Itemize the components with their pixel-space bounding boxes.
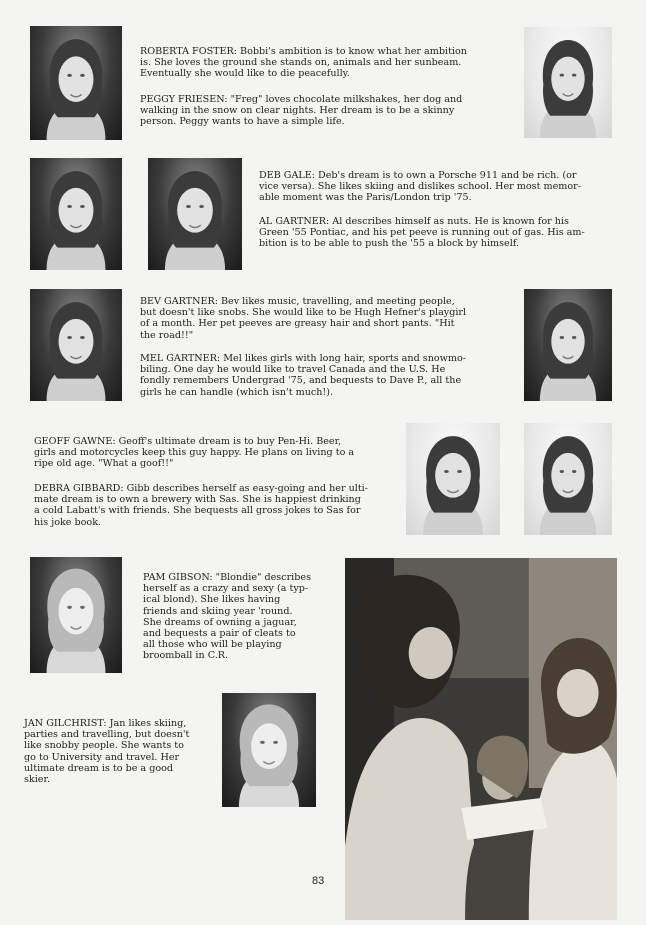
portrait-mel-gartner	[524, 289, 612, 401]
portrait-jan-gilchrist	[222, 693, 316, 807]
portrait-deb-gale	[30, 158, 122, 270]
portrait-roberta-foster	[30, 26, 122, 140]
portrait-geoff-gawne	[406, 423, 500, 535]
portrait-al-gartner	[148, 158, 242, 270]
bio-pam-gibson: PAM GIBSON: "Blondie" describes herself as a crazy and sexy (a typ- ical blond). She likes having friends and skiing year 'round. She dreams of owning a jaguar, and bequests a pair of cleats to all those who will be playing broomball in C.R.	[143, 572, 311, 662]
page-number: 83	[312, 875, 325, 887]
bio-peggy-friesen: PEGGY FRIESEN: "Freg" loves chocolate milkshakes, her dog and walking in the snow on clear nights. Her dream is to be a skinny person. Peggy wants to have a simple life.	[140, 94, 463, 128]
portrait-bev-gartner	[30, 289, 122, 401]
candid-group-photo	[345, 558, 617, 920]
bio-geoff-gawne: GEOFF GAWNE: Geoff's ultimate dream is to buy Pen-Hi. Beer, girls and motorcycles keep this guy happy. He plans on living to a ripe old age. "What a goof!!"	[34, 436, 355, 470]
portrait-debra-gibbard	[524, 423, 612, 535]
bio-bev-gartner: BEV GARTNER: Bev likes music, travelling, and meeting people, but doesn't like snobs. She would like to be Hugh Hefner's playgirl of a month. Her pet peeves are greasy hair and short pants. "Hit the road!!"	[140, 296, 467, 341]
bio-mel-gartner: MEL GARTNER: Mel likes girls with long hair, sports and snowmo- biling. One day he would like to travel Canada and the U.S. He fondly remembers Undergrad '75, and bequests to Dave P., all the girls he can handle (which isn't much!).	[140, 353, 466, 398]
bio-al-gartner: AL GARTNER: Al describes himself as nuts. He is known for his Green '55 Pontiac, and his pet peeve is running out of gas. His am- bition is to be able to push the '55 a block by himself.	[259, 216, 585, 250]
bio-jan-gilchrist: JAN GILCHRIST: Jan likes skiing, parties and travelling, but doesn't like snobby people. She wants to go to University and travel. Her ultimate dream is to be a good skier.	[24, 718, 190, 786]
bio-deb-gale: DEB GALE: Deb's dream is to own a Porsche 911 and be rich. (or vice versa). She likes skiing and dislikes school. Her most memor- able moment was the Paris/London trip '75.	[259, 170, 581, 204]
portrait-peggy-friesen	[524, 27, 612, 138]
bio-roberta-foster: ROBERTA FOSTER: Bobbi's ambition is to know what her ambition is. She loves the ground she stands on, animals and her sunbeam. Eventually she would like to die peacefully.	[140, 46, 467, 80]
portrait-pam-gibson	[30, 557, 122, 673]
bio-debra-gibbard: DEBRA GIBBARD: Gibb describes herself as easy-going and her ulti- mate dream is to own a brewery with Sas. She is happiest drinking a cold Labatt's with friends. She bequests all gross jokes to Sas for his joke book.	[34, 483, 368, 528]
